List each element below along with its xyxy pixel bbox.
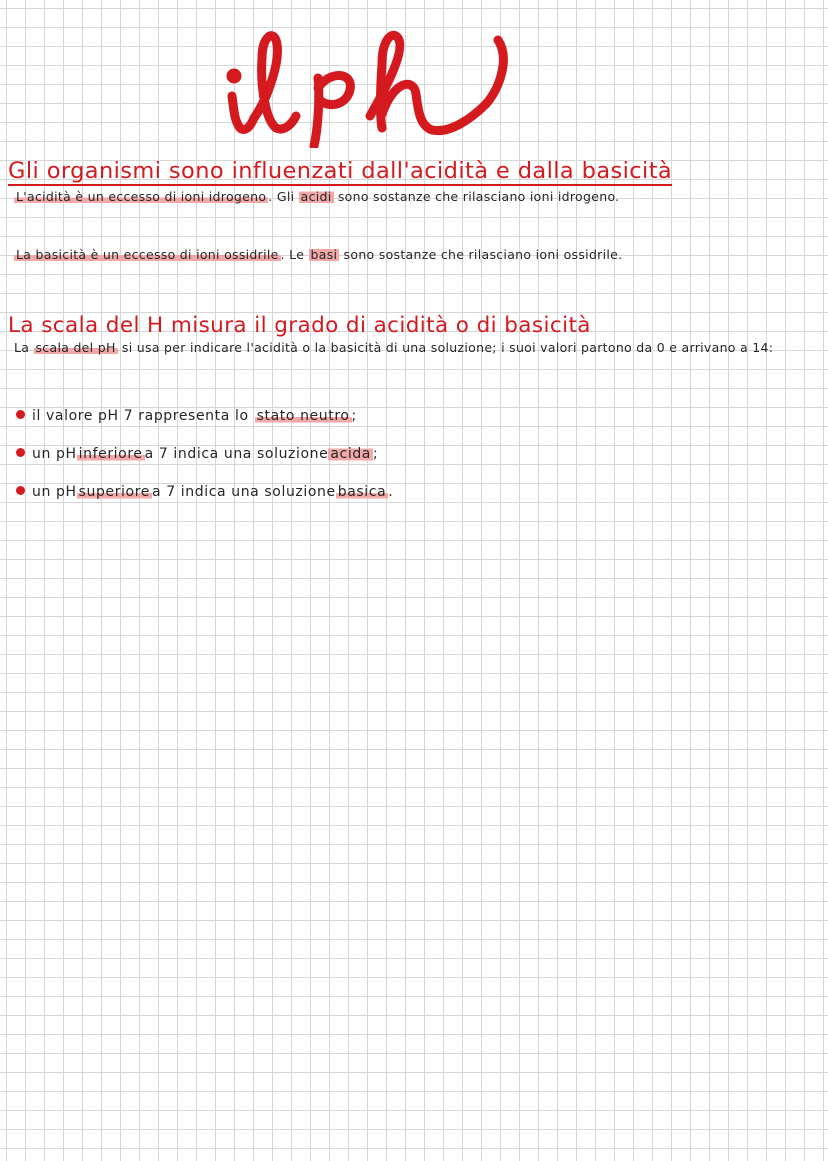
paragraph-ph-scale	[14, 339, 814, 356]
text: un pH	[32, 484, 77, 500]
list-item	[14, 473, 814, 511]
text: si usa per indicare l'acidità o la basicità di una soluzione; i suoi valori partono da 0 e arrivano a 14:	[117, 340, 774, 355]
text: . Gli	[268, 189, 299, 204]
list-item	[14, 435, 814, 473]
text: La	[14, 340, 34, 355]
section-heading-1	[8, 158, 672, 184]
text: a 7 indica una soluzione	[144, 446, 329, 462]
bullet-dot-icon	[16, 448, 25, 457]
list-item	[14, 397, 814, 435]
text: .	[388, 484, 394, 500]
text: . Le	[280, 247, 309, 262]
highlight-acida: acida	[330, 446, 371, 462]
paragraph-acidity	[14, 188, 814, 205]
text: sono sostanze che rilasciano ioni ossidrile.	[339, 247, 623, 262]
text: ;	[373, 446, 379, 462]
bullet-dot-icon	[16, 410, 25, 419]
highlight-basicity-definition: La basicità è un eccesso di ioni ossidrile	[16, 247, 279, 262]
section-heading-2	[8, 313, 591, 338]
highlight-acidi: acidi	[300, 189, 332, 204]
ph-bullet-list	[14, 397, 814, 511]
highlight-stato-neutro: stato neutro	[256, 408, 350, 424]
text: un pH	[32, 446, 77, 462]
highlight-inferiore: inferiore	[78, 446, 143, 462]
text: ;	[351, 408, 357, 424]
highlight-superiore: superiore	[78, 484, 150, 500]
handwritten-title	[210, 18, 530, 148]
highlight-basi: basi	[310, 247, 338, 262]
page-title	[210, 18, 530, 148]
highlight-basica: basica	[337, 484, 387, 500]
paragraph-basicity	[14, 246, 814, 263]
text: il valore pH 7 rappresenta lo	[32, 408, 249, 424]
section-heading-1-text: Gli organismi sono influenzati dall'acidità e dalla basicità	[8, 158, 673, 184]
text: a 7 indica una soluzione	[151, 484, 336, 500]
highlight-acidity-definition: L'acidità è un eccesso di ioni idrogeno	[16, 189, 267, 204]
highlight-scala-del-ph: scala del pH	[35, 340, 116, 355]
section-heading-2-text: La scala del H misura il grado di acidità o di basicità	[8, 313, 591, 338]
text: sono sostanze che rilasciano ioni idrogeno.	[333, 189, 620, 204]
bullet-dot-icon	[16, 486, 25, 495]
